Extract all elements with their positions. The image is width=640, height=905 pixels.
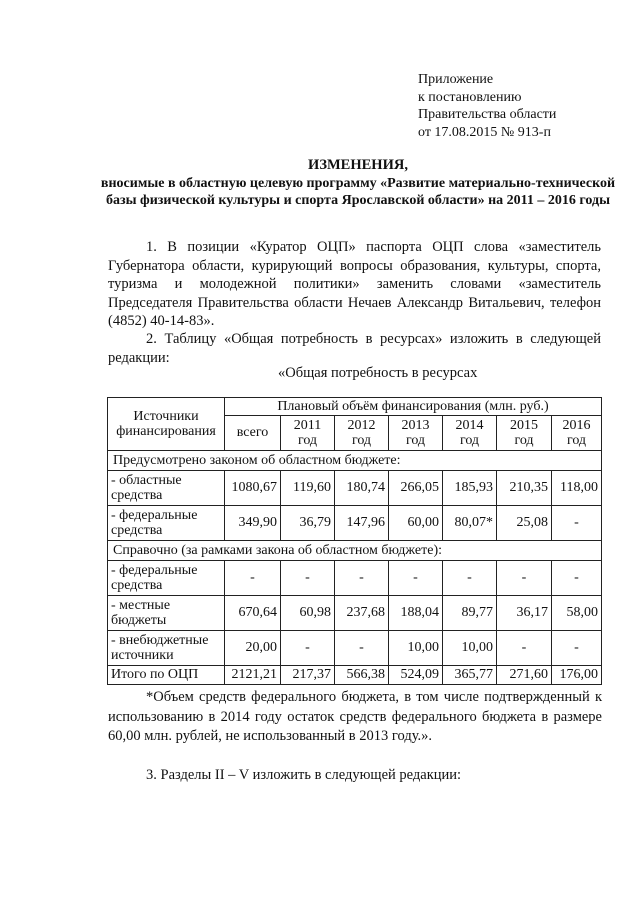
- header-year: 2015 год: [497, 416, 552, 451]
- cell-value: 147,96: [335, 506, 389, 541]
- cell-value: 89,77: [443, 596, 497, 631]
- table-row: [108, 506, 602, 541]
- cell-value: 349,90: [225, 506, 281, 541]
- appendix-line: к постановлению: [418, 89, 522, 105]
- cell-value: 185,93: [443, 471, 497, 506]
- row-source: - федеральные средства: [108, 506, 225, 541]
- footnote: *Объем средств федерального бюджета, в том числе подтвержденный к использованию в 2014 году остаток средств федерального бюджета в размере 60,00 млн. рублей, не использованный в 2013 году.».: [108, 689, 602, 744]
- document-subtitle: вносимые в областную целевую программу «Развитие материально-технической базы физической культуры и спорта Ярославской области» на 2011 – 2016 годы: [100, 176, 616, 208]
- header-planned: Плановый объём финансирования (млн. руб.): [225, 398, 602, 416]
- cell-value: 25,08: [497, 506, 552, 541]
- cell-value: 2121,21: [225, 666, 281, 685]
- section-reference: Справочно (за рамками закона об областном бюджете):: [108, 541, 602, 561]
- cell-value: 80,07*: [443, 506, 497, 541]
- cell-value: 670,64: [225, 596, 281, 631]
- cell-value: -: [443, 561, 497, 596]
- cell-value: 271,60: [497, 666, 552, 685]
- cell-value: 36,17: [497, 596, 552, 631]
- cell-value: 60,00: [389, 506, 443, 541]
- header-year: 2014 год: [443, 416, 497, 451]
- cell-value: 217,37: [281, 666, 335, 685]
- appendix-block: [418, 71, 556, 141]
- table-row: [108, 631, 602, 666]
- cell-value: -: [389, 561, 443, 596]
- cell-value: -: [497, 631, 552, 666]
- resource-table: [107, 397, 602, 685]
- cell-value: 524,09: [389, 666, 443, 685]
- cell-value: -: [281, 631, 335, 666]
- section-budget-law: Предусмотрено законом об областном бюджете:: [108, 451, 602, 471]
- table-row: [108, 561, 602, 596]
- cell-value: 10,00: [389, 631, 443, 666]
- cell-value: 1080,67: [225, 471, 281, 506]
- header-year: 2016 год: [552, 416, 602, 451]
- cell-value: 566,38: [335, 666, 389, 685]
- table-row-total: [108, 666, 602, 685]
- header-year: 2012 год: [335, 416, 389, 451]
- cell-value: -: [497, 561, 552, 596]
- cell-value: 36,79: [281, 506, 335, 541]
- cell-value: 10,00: [443, 631, 497, 666]
- header-year: 2011 год: [281, 416, 335, 451]
- table-row: [108, 471, 602, 506]
- row-source: - местные бюджеты: [108, 596, 225, 631]
- cell-value: -: [552, 561, 602, 596]
- cell-value: 188,04: [389, 596, 443, 631]
- cell-value: 237,68: [335, 596, 389, 631]
- cell-value: -: [552, 506, 602, 541]
- row-source: Итого по ОЦП: [108, 666, 225, 685]
- table-caption: «Общая потребность в ресурсах: [278, 365, 478, 381]
- cell-value: -: [335, 631, 389, 666]
- paragraph-2: 2. Таблицу «Общая потребность в ресурсах» изложить в следующей редакции:: [108, 331, 601, 366]
- cell-value: 118,00: [552, 471, 602, 506]
- cell-value: -: [335, 561, 389, 596]
- cell-value: -: [225, 561, 281, 596]
- paragraph-1: 1. В позиции «Куратор ОЦП» паспорта ОЦП слова «заместитель Губернатора области, курирующий вопросы образования, культуры, спорта, туризма и молодежной политики» заменить словами «заместитель Председателя Правительства области Нечаев Александр Витальевич, телефон (4852) 40-14-83».: [108, 239, 601, 330]
- cell-value: 20,00: [225, 631, 281, 666]
- appendix-line: Приложение: [418, 72, 494, 87]
- cell-value: 60,98: [281, 596, 335, 631]
- cell-value: 58,00: [552, 596, 602, 631]
- row-source: - областные средства: [108, 471, 225, 506]
- cell-value: -: [281, 561, 335, 596]
- cell-value: 365,77: [443, 666, 497, 685]
- appendix-line: Правительства области: [418, 107, 557, 122]
- cell-value: 210,35: [497, 471, 552, 506]
- table-row: [108, 596, 602, 631]
- document-title: ИЗМЕНЕНИЯ,: [308, 157, 408, 173]
- cell-value: 119,60: [281, 471, 335, 506]
- cell-value: 176,00: [552, 666, 602, 685]
- cell-value: 266,05: [389, 471, 443, 506]
- cell-value: 180,74: [335, 471, 389, 506]
- row-source: - федеральные средства: [108, 561, 225, 596]
- header-sources: Источники финансирования: [108, 398, 225, 451]
- header-total: всего: [225, 416, 281, 451]
- cell-value: -: [552, 631, 602, 666]
- appendix-line: от 17.08.2015 № 913-п: [418, 124, 551, 140]
- row-source: - внебюджетные источники: [108, 631, 225, 666]
- header-year: 2013 год: [389, 416, 443, 451]
- paragraph-3: 3. Разделы II – V изложить в следующей редакции:: [146, 767, 462, 783]
